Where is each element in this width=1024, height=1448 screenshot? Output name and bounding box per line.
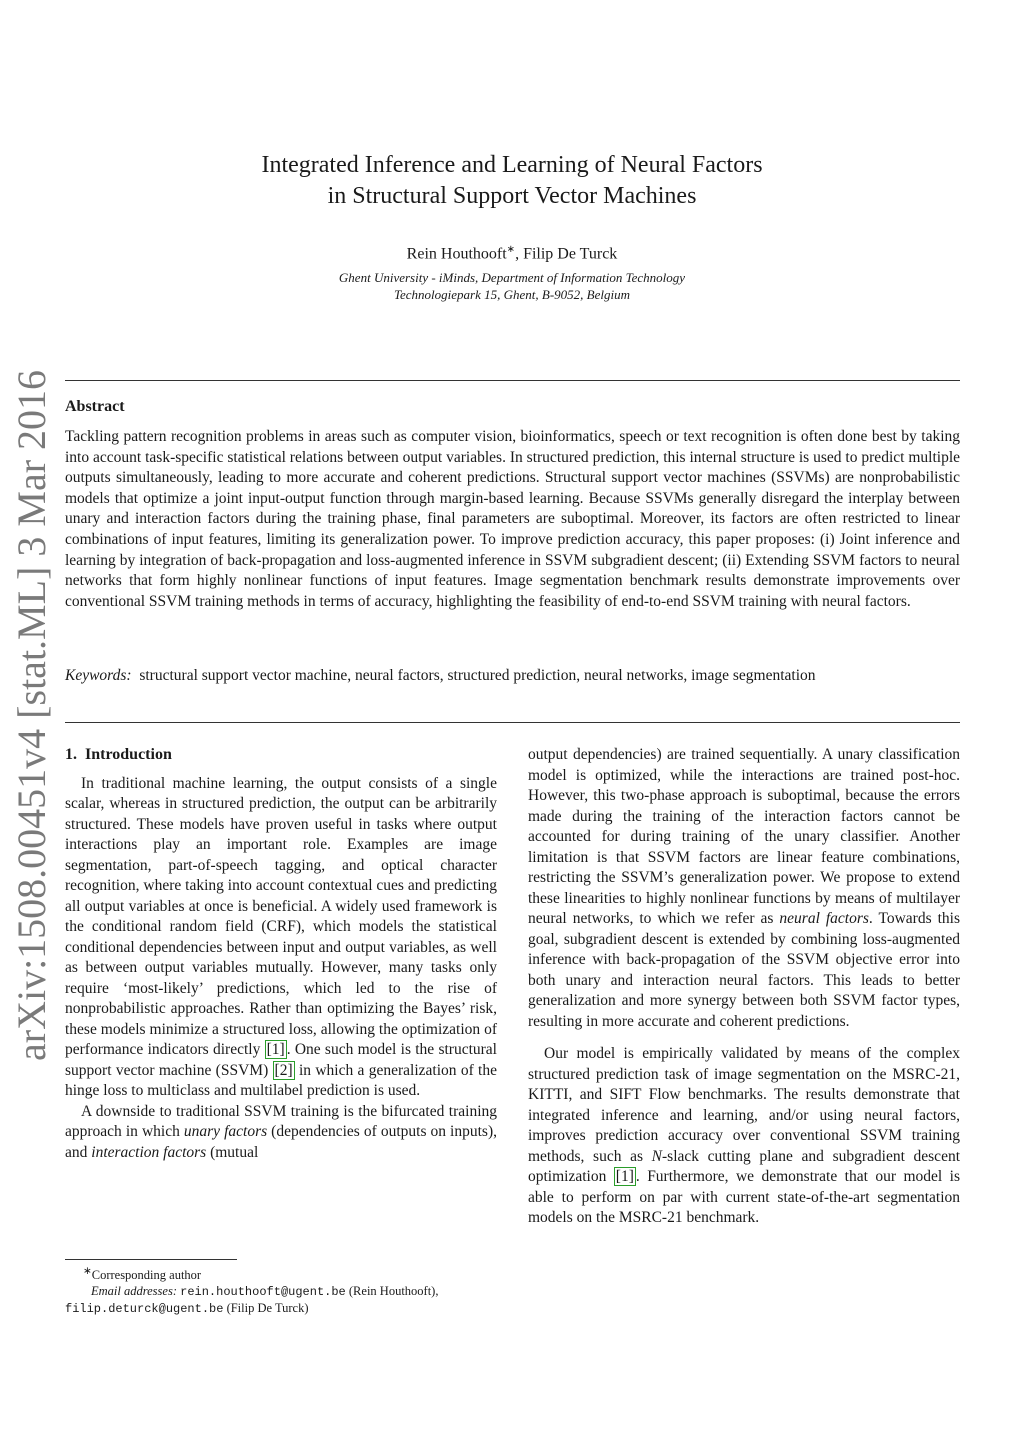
author-1: Rein Houthooft xyxy=(406,245,507,263)
email-link[interactable]: filip.deturck@ugent.be xyxy=(65,1302,224,1317)
title-line-2: in Structural Support Vector Machines xyxy=(327,183,697,209)
section-title: Introduction xyxy=(85,746,172,763)
title-line-1: Integrated Inference and Learning of Neural Factors xyxy=(261,152,763,178)
email-link[interactable]: rein.houthooft@ugent.be xyxy=(180,1285,346,1300)
citation-link[interactable]: [1] xyxy=(615,1168,634,1185)
affiliation-line-1: Ghent University - iMinds, Department of Information Technology xyxy=(338,270,686,285)
abstract-top-rule xyxy=(65,380,960,381)
author-footnote-mark: ∗ xyxy=(506,244,516,255)
paper-title xyxy=(120,150,904,212)
citation-link[interactable]: [1] xyxy=(266,1041,285,1058)
right-column xyxy=(528,745,960,1229)
abstract-text: Tackling pattern recognition problems in areas such as computer vision, bioinformatics, speech or text recognition is often done best by taking into account task-specific statistical relations between output variables. In structured prediction, this internal structure is used to predict multiple outputs simultaneously, leading to more accurate and coherent predictions. Structural support vector machines (SSVMs) are nonprobabilistic models that optimize a joint input-output function through margin-based learning. Because SSVMs generally disregard the interplay between unary and interaction factors during the training phase, final parameters are suboptimal. Moreover, its factors are often restricted to linear combinations of input features, limiting its generalization power. To improve prediction accuracy, this paper proposes: (i) Joint inference and learning by integration of back-propagation and loss-augmented inference in SSVM subgradient descent; (ii) Extending SSVM factors to neural networks that form highly nonlinear functions of input features. Image segmentation benchmark results demonstrate improvements over conventional SSVM training methods in terms of accuracy, highlighting the feasibility of end-to-end SSVM training with neural factors. xyxy=(65,428,960,610)
author-2: , Filip De Turck xyxy=(515,245,618,263)
affiliation xyxy=(120,269,904,303)
left-column xyxy=(65,745,497,1163)
intro-paragraph-3: Our model is empirically validated by means of the complex structured prediction task of image segmentation on the MSRC-21, KITTI, and SIFT Flow benchmarks. The results demonstrate that integrated inference and learning, and/or using neural factors, improves prediction accuracy over conventional SSVM training methods, such as N-slack cutting plane and subgradient descent optimization [1] . Furthermore, we demonstrate that our model is able to perform on par with current state-of-the-art segmentation models on the MSRC-21 benchmark. xyxy=(528,1045,960,1226)
affiliation-line-2: Technologiepark 15, Ghent, B-9052, Belgium xyxy=(393,287,630,302)
footnote-rule xyxy=(65,1259,237,1260)
abstract-heading: Abstract xyxy=(65,398,125,415)
section-heading-introduction xyxy=(65,745,497,766)
section-number: 1. xyxy=(65,746,77,763)
keywords-text: structural support vector machine, neural factors, structured prediction, neural networks, image segmentation xyxy=(139,667,816,684)
intro-paragraph-1: In traditional machine learning, the output consists of a single scalar, whereas in structured prediction, the output can be arbitrarily structured. These models have proven useful in tasks where output interactions play an important role. Examples are image segmentation, part-of-speech tagging, and optical character recognition, where taking into account contextual cues and predicting all output variables at once is beneficial. A widely used framework is the conditional random field (CRF), which models the statistical conditional dependencies between input and output variables, as well as between output variables mutually. However, many tasks only require ‘most-likely’ predictions, which led to the rise of nonprobabilistic approaches. Rather than optimizing the Bayes’ risk, these models minimize a structured loss, allowing the optimization of performance indicators directly [1] . One such model is the structural support vector machine (SSVM) [2] in which a generalization of the hinge loss to multiclass and multilabel prediction is used. xyxy=(65,774,497,1099)
footnote xyxy=(65,1264,505,1317)
citation-link[interactable]: [2] xyxy=(274,1061,293,1079)
arxiv-identifier: arXiv:1508.00451v4 [stat.ML] 3 Mar 2016 xyxy=(9,369,54,1061)
abstract-bottom-rule xyxy=(65,722,960,723)
author-list xyxy=(120,240,904,264)
keywords xyxy=(65,666,885,687)
keywords-label: Keywords: xyxy=(65,667,132,684)
footnote-emails: Email addresses: rein.houthooft@ugent.be (Rein Houthooft), xyxy=(91,1284,439,1300)
footnote-emails-continued: filip.deturck@ugent.be (Filip De Turck) xyxy=(65,1301,309,1317)
footnote-corresponding: ∗Corresponding author xyxy=(83,1266,202,1283)
intro-paragraph-2: A downside to traditional SSVM training is the bifurcated training approach in which unary factors (dependencies of outputs on inputs), and interaction factors (mutual xyxy=(65,1102,497,1161)
intro-paragraph-2-continued: output dependencies) are trained sequentially. A unary classification model is optimized, while the interactions are trained post-hoc. However, this two-phase approach is suboptimal, because the errors made during the training of the interaction factors cannot be accounted for during training of the unary classifier. Another limitation is that SSVM factors are linear feature combinations, restricting the SSVM’s generalization power. We propose to extend these linearities to highly nonlinear functions by means of multilayer neural networks, to which we refer as neural factors. Towards this goal, subgradient descent is extended by combining loss-augmented inference with back-propagation of the SSVM objective error into both unary and interaction neural factors. This leads to better generalization and more synergy between both SSVM factor types, resulting in more accurate and coherent predictions. xyxy=(528,746,960,1030)
